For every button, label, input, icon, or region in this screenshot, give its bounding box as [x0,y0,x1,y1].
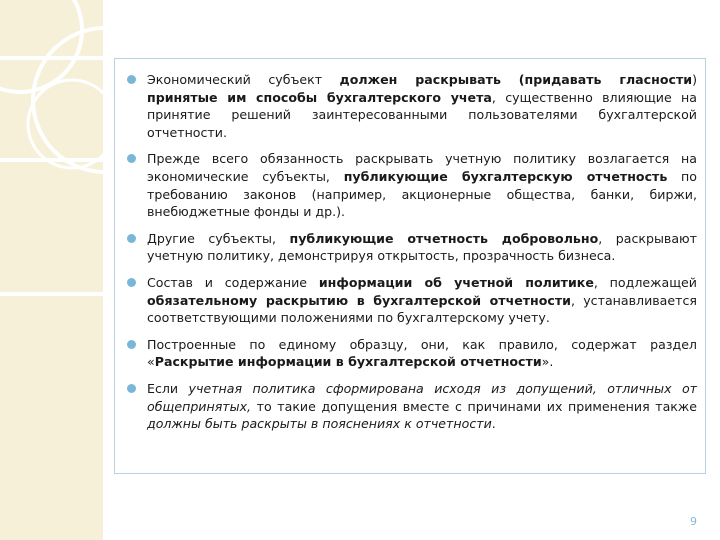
bullet-icon [127,384,136,393]
list-item [125,71,697,141]
list-item [125,274,697,327]
list-item [125,230,697,265]
text-run: Прежде всего обязанность раскрывать учетную политику возлагается на экономические субъекты, [147,151,697,184]
italic-run: должны быть раскрыты в пояснениях к отчетности [147,416,492,432]
bold-run: принятые им способы бухгалтерского учета [147,89,492,105]
text-run: . [491,416,496,432]
text-run: Состав и содержание [147,274,319,290]
bullet-list [125,71,697,442]
text-run: , устанавливается соответствующими положениями по бухгалтерскому учету. [147,292,697,326]
decorative-circle [33,28,103,172]
bold-run: публикующие отчетность добровольно [289,230,599,246]
bold-run: публикующие бухгалтерскую отчетность [343,168,668,184]
content-box [114,58,706,474]
text-run: по требованию законов (например, акционерные общества, банки, биржи, внебюджетные фонды и др.). [147,168,697,220]
bullet-icon [127,234,136,243]
decorative-circles [0,0,103,540]
bullet-text [147,275,697,325]
text-run: ) [692,72,697,87]
text-run: Построенные по единому образцу, они, как правило, содержат раздел « [147,336,697,370]
text-run: , существенно влияющие на принятие решений заинтересованными пользователями бухгалтерской отчетности. [147,89,697,140]
italic-run: учетная политика сформирована исходя из допущений, отличных от общепринятых, [147,380,698,414]
bullet-icon [127,278,136,287]
bold-run: должен раскрывать (придавать гласности [339,72,693,87]
bullet-icon [127,340,136,349]
text-run: , раскрывают учетную политику, демонстрируя открытость, прозрачность бизнеса. [147,230,697,264]
list-item [125,336,697,371]
text-run: ». [541,354,554,370]
text-run: то такие допущения вместе с причинами их применения также [251,398,697,414]
list-item [125,150,697,220]
bullet-text [147,337,697,370]
bullet-icon [127,75,136,84]
text-run: Экономический субъект [147,72,340,87]
bullet-text [147,381,697,431]
list-item [125,380,697,433]
text-run: , подлежащей [593,274,697,290]
bullet-text [147,151,697,219]
text-run: Если [147,380,189,396]
decorative-circle [28,80,103,168]
decorative-circle [0,0,82,92]
bullet-icon [127,154,136,163]
bold-run: обязательному раскрытию в бухгалтерской отчетности [147,292,572,308]
bullet-text [147,72,697,140]
text-run: Другие субъекты, [147,230,290,246]
bold-run: информации об учетной политике [318,274,594,290]
page-number: 9 [690,515,697,528]
bullet-text [147,231,697,264]
bold-run: Раскрытие информации в бухгалтерской отчетности [154,354,542,370]
